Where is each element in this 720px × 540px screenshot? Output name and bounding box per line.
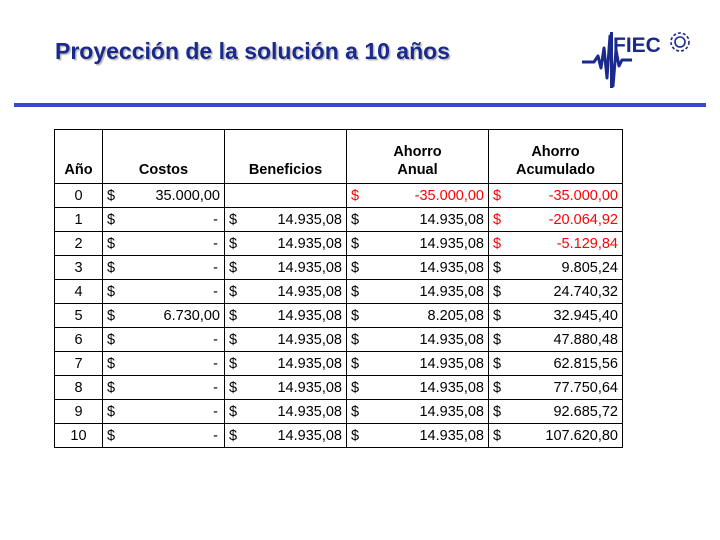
currency-symbol: $ xyxy=(229,283,238,300)
cell-value: 62.815,56 xyxy=(553,355,618,372)
cell-value: 14.935,08 xyxy=(419,427,484,444)
cell-value: 14.935,08 xyxy=(277,427,342,444)
cell-value: 24.740,32 xyxy=(553,283,618,300)
cell-costo xyxy=(103,400,225,424)
currency-symbol: $ xyxy=(351,211,360,228)
cell-value: 14.935,08 xyxy=(277,235,342,252)
currency-symbol: $ xyxy=(351,307,360,324)
currency-symbol: $ xyxy=(351,187,360,204)
cell-year: 3 xyxy=(55,256,103,280)
logo-text: FIEC xyxy=(613,34,661,57)
cell-ahorro-acumulado xyxy=(489,184,623,208)
cell-value: - xyxy=(213,403,218,420)
currency-symbol: $ xyxy=(107,235,116,252)
cell-ahorro-acumulado xyxy=(489,208,623,232)
cell-ahorro-acumulado xyxy=(489,256,623,280)
table-row xyxy=(55,328,623,352)
currency-symbol: $ xyxy=(107,379,116,396)
currency-symbol: $ xyxy=(351,427,360,444)
cell-ahorro-acumulado xyxy=(489,328,623,352)
table-row xyxy=(55,424,623,448)
cell-beneficio xyxy=(225,424,347,448)
cell-ahorro-anual xyxy=(347,328,489,352)
table-header-row xyxy=(55,130,623,184)
cell-year: 4 xyxy=(55,280,103,304)
cell-year: 8 xyxy=(55,376,103,400)
cell-costo xyxy=(103,232,225,256)
cell-value: - xyxy=(213,235,218,252)
cell-beneficio xyxy=(225,232,347,256)
cell-beneficio xyxy=(225,328,347,352)
cell-costo xyxy=(103,376,225,400)
cell-year: 0 xyxy=(55,184,103,208)
cell-ahorro-anual xyxy=(347,352,489,376)
currency-symbol: $ xyxy=(229,235,238,252)
cell-ahorro-acumulado xyxy=(489,376,623,400)
cell-value: 14.935,08 xyxy=(277,355,342,372)
cell-ahorro-anual xyxy=(347,424,489,448)
cell-value: 107.620,80 xyxy=(545,427,618,444)
currency-symbol: $ xyxy=(107,331,116,348)
cell-value: - xyxy=(213,283,218,300)
cell-value: 9.805,24 xyxy=(561,259,618,276)
currency-symbol: $ xyxy=(107,427,116,444)
table-row xyxy=(55,376,623,400)
cell-value: 14.935,08 xyxy=(277,283,342,300)
cell-value: 14.935,08 xyxy=(277,211,342,228)
cell-value: 14.935,08 xyxy=(277,403,342,420)
currency-symbol: $ xyxy=(493,379,502,396)
table-row xyxy=(55,304,623,328)
projection-table xyxy=(54,129,623,448)
table-body xyxy=(55,184,623,448)
currency-symbol: $ xyxy=(229,331,238,348)
currency-symbol: $ xyxy=(351,355,360,372)
cell-costo xyxy=(103,280,225,304)
cell-value: - xyxy=(213,355,218,372)
cell-ahorro-acumulado xyxy=(489,232,623,256)
cell-ahorro-acumulado xyxy=(489,304,623,328)
currency-symbol: $ xyxy=(107,283,116,300)
cell-value: 14.935,08 xyxy=(419,211,484,228)
cell-value: 32.945,40 xyxy=(553,307,618,324)
currency-symbol: $ xyxy=(493,235,502,252)
cell-value: 14.935,08 xyxy=(277,307,342,324)
cell-beneficio xyxy=(225,256,347,280)
currency-symbol: $ xyxy=(493,259,502,276)
table-row xyxy=(55,352,623,376)
cell-ahorro-acumulado xyxy=(489,400,623,424)
currency-symbol: $ xyxy=(493,403,502,420)
cell-costo xyxy=(103,352,225,376)
currency-symbol: $ xyxy=(493,427,502,444)
table-row xyxy=(55,256,623,280)
fiec-logo xyxy=(580,28,700,90)
cell-value: 8.205,08 xyxy=(427,307,484,324)
cell-costo xyxy=(103,208,225,232)
cell-value: -35.000,00 xyxy=(414,187,484,204)
header-costos: Costos xyxy=(103,130,225,184)
table-row xyxy=(55,280,623,304)
header-beneficios: Beneficios xyxy=(225,130,347,184)
currency-symbol: $ xyxy=(107,403,116,420)
currency-symbol: $ xyxy=(493,355,502,372)
cell-ahorro-anual xyxy=(347,256,489,280)
table-row xyxy=(55,232,623,256)
cell-value: 92.685,72 xyxy=(553,403,618,420)
cell-value: 14.935,08 xyxy=(277,379,342,396)
table-row xyxy=(55,400,623,424)
cell-year: 1 xyxy=(55,208,103,232)
cell-costo xyxy=(103,328,225,352)
title-underline xyxy=(14,103,706,107)
cell-value: -20.064,92 xyxy=(548,211,618,228)
currency-symbol: $ xyxy=(351,235,360,252)
cell-value: 14.935,08 xyxy=(419,235,484,252)
cell-costo xyxy=(103,256,225,280)
cell-ahorro-acumulado xyxy=(489,424,623,448)
cell-beneficio xyxy=(225,352,347,376)
currency-symbol: $ xyxy=(229,379,238,396)
currency-symbol: $ xyxy=(229,307,238,324)
cell-ahorro-anual xyxy=(347,400,489,424)
currency-symbol: $ xyxy=(107,307,116,324)
cell-value: -5.129,84 xyxy=(556,235,618,252)
cell-beneficio xyxy=(225,376,347,400)
cell-ahorro-anual xyxy=(347,208,489,232)
cell-value: 14.935,08 xyxy=(419,283,484,300)
cell-value: 77.750,64 xyxy=(553,379,618,396)
currency-symbol: $ xyxy=(351,379,360,396)
header-ahorro-anual: Ahorro Anual xyxy=(347,130,489,184)
cell-ahorro-anual xyxy=(347,232,489,256)
currency-symbol: $ xyxy=(493,211,502,228)
cell-value: - xyxy=(213,259,218,276)
cell-value: - xyxy=(213,331,218,348)
cell-ahorro-acumulado xyxy=(489,280,623,304)
cell-value: 14.935,08 xyxy=(419,379,484,396)
cell-value: 47.880,48 xyxy=(553,331,618,348)
cell-ahorro-anual xyxy=(347,280,489,304)
cell-costo xyxy=(103,304,225,328)
currency-symbol: $ xyxy=(493,283,502,300)
cell-value: 35.000,00 xyxy=(155,187,220,204)
cell-value: 14.935,08 xyxy=(277,331,342,348)
table-row xyxy=(55,184,623,208)
cell-ahorro-acumulado xyxy=(489,352,623,376)
currency-symbol: $ xyxy=(351,259,360,276)
cell-year: 7 xyxy=(55,352,103,376)
cell-year: 6 xyxy=(55,328,103,352)
currency-symbol: $ xyxy=(351,283,360,300)
cell-value: -35.000,00 xyxy=(548,187,618,204)
cell-beneficio xyxy=(225,208,347,232)
slide-title: Proyección de la solución a 10 años xyxy=(55,38,450,64)
cell-year: 10 xyxy=(55,424,103,448)
cell-year: 5 xyxy=(55,304,103,328)
cell-ahorro-anual xyxy=(347,184,489,208)
currency-symbol: $ xyxy=(493,187,502,204)
cell-value: 14.935,08 xyxy=(419,331,484,348)
cell-year: 9 xyxy=(55,400,103,424)
header-year: Año xyxy=(55,130,103,184)
cell-beneficio xyxy=(225,280,347,304)
cell-value: - xyxy=(213,211,218,228)
cell-value: 14.935,08 xyxy=(419,259,484,276)
currency-symbol: $ xyxy=(229,427,238,444)
currency-symbol: $ xyxy=(107,211,116,228)
cell-beneficio xyxy=(225,304,347,328)
table-row xyxy=(55,208,623,232)
cell-ahorro-anual xyxy=(347,376,489,400)
cell-value: 14.935,08 xyxy=(419,355,484,372)
currency-symbol: $ xyxy=(493,331,502,348)
cell-beneficio xyxy=(225,184,347,208)
cell-value: - xyxy=(213,427,218,444)
cell-value: 14.935,08 xyxy=(277,259,342,276)
currency-symbol: $ xyxy=(229,211,238,228)
cell-costo xyxy=(103,424,225,448)
currency-symbol: $ xyxy=(107,355,116,372)
currency-symbol: $ xyxy=(107,187,116,204)
header-ahorro-acumulado: Ahorro Acumulado xyxy=(489,130,623,184)
currency-symbol: $ xyxy=(229,403,238,420)
currency-symbol: $ xyxy=(229,259,238,276)
currency-symbol: $ xyxy=(229,355,238,372)
cell-value: 14.935,08 xyxy=(419,403,484,420)
cell-value: 6.730,00 xyxy=(163,307,220,324)
cell-beneficio xyxy=(225,400,347,424)
currency-symbol: $ xyxy=(493,307,502,324)
currency-symbol: $ xyxy=(351,403,360,420)
cell-ahorro-anual xyxy=(347,304,489,328)
cell-costo xyxy=(103,184,225,208)
cell-value: - xyxy=(213,379,218,396)
currency-symbol: $ xyxy=(107,259,116,276)
currency-symbol: $ xyxy=(351,331,360,348)
cell-year: 2 xyxy=(55,232,103,256)
